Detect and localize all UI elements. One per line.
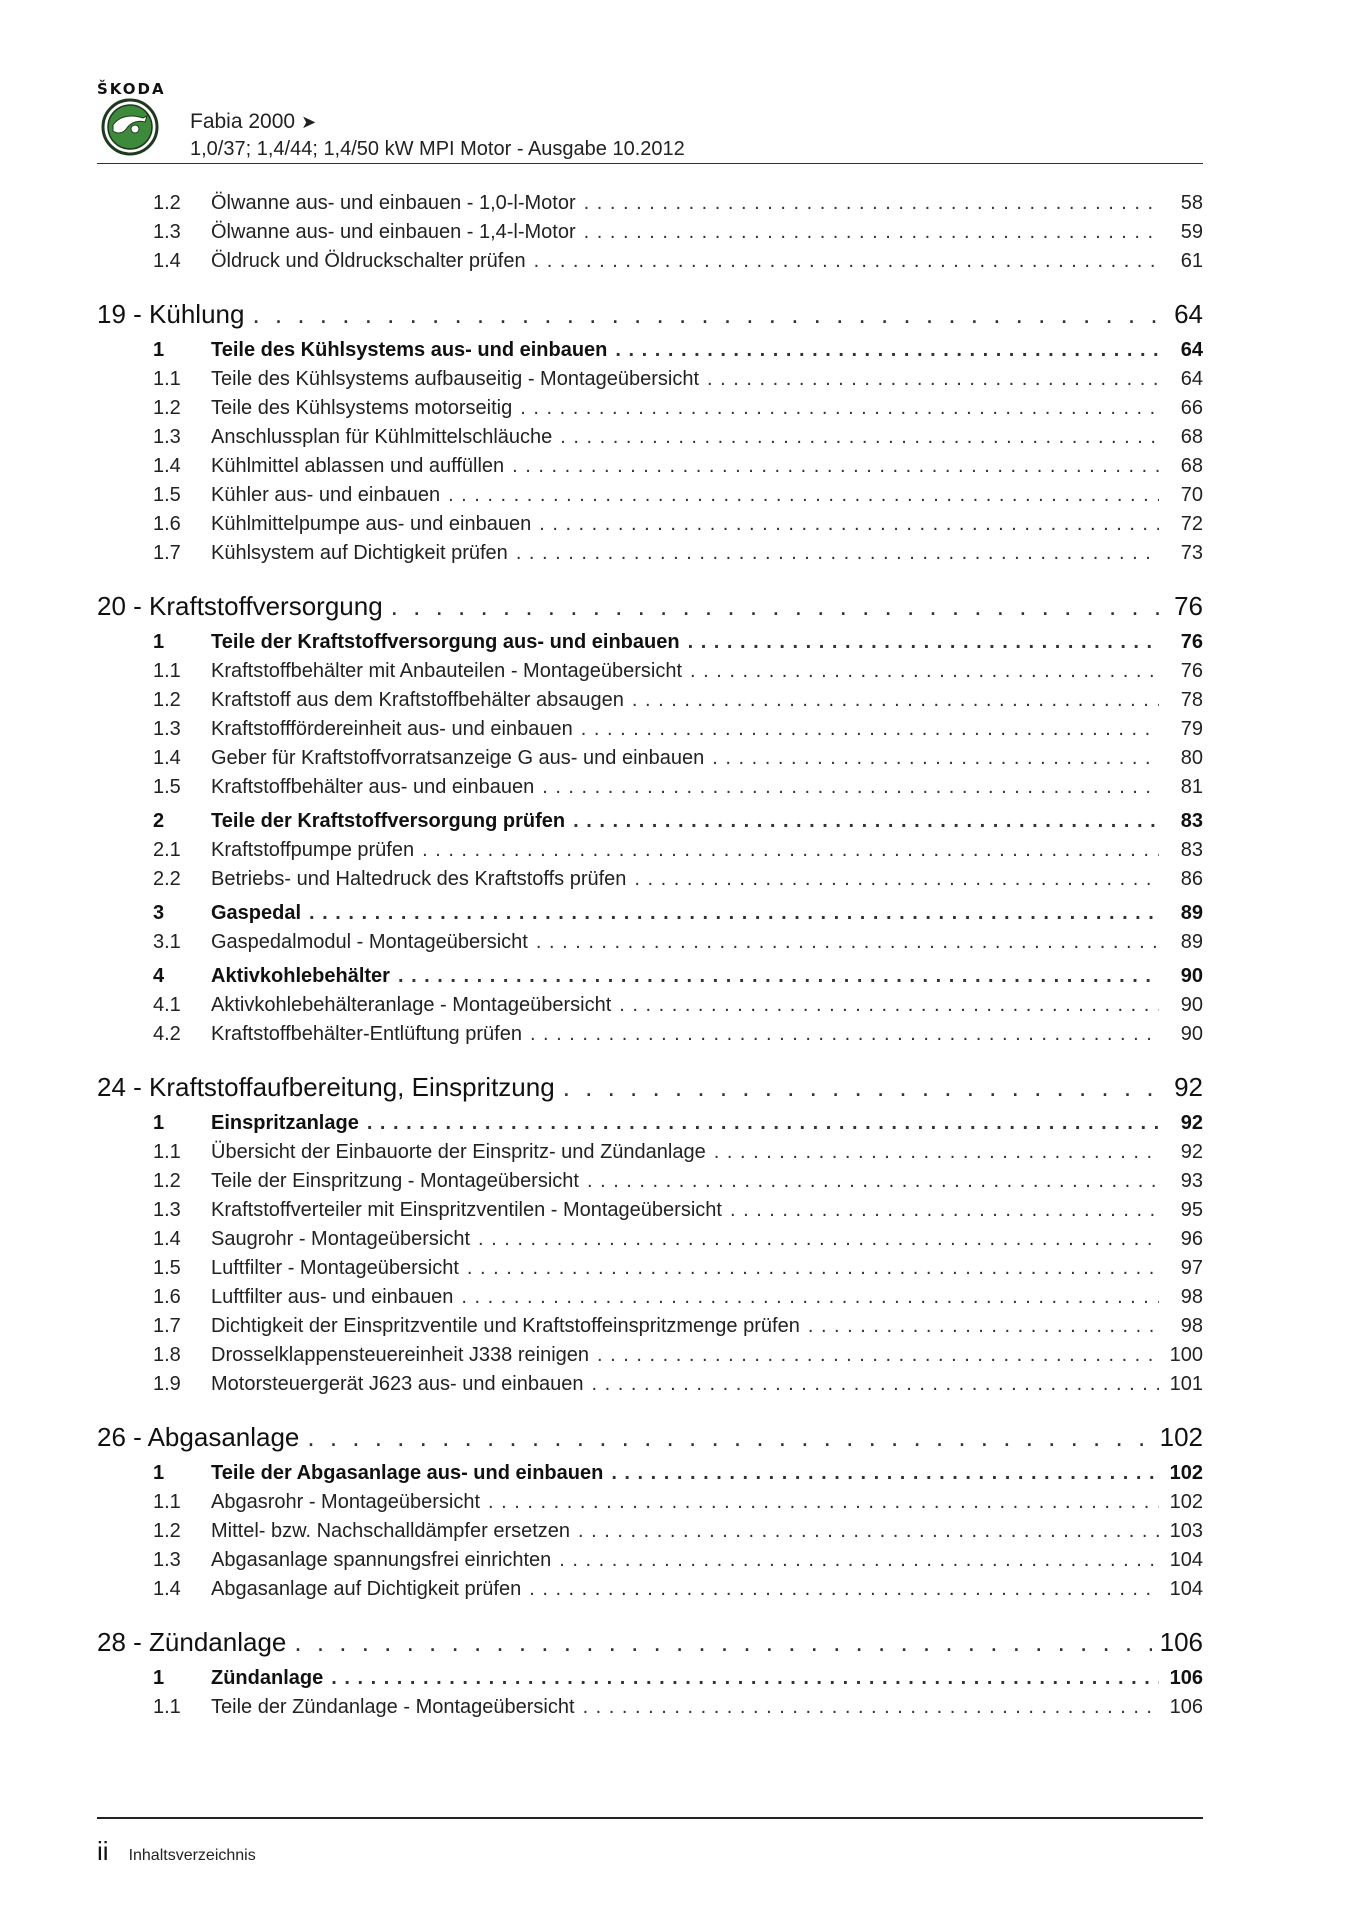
- toc-entry-title: Kühlsystem auf Dichtigkeit prüfen: [211, 542, 508, 564]
- toc-entry-number: 1.1: [153, 368, 181, 390]
- toc-page-number: 95: [1180, 1199, 1203, 1221]
- toc-chapter-entry[interactable]: [97, 1627, 1203, 1667]
- toc-subsection-entry[interactable]: [97, 1549, 1203, 1578]
- toc-entry-title: 24 - Kraftstoffaufbereitung, Einspritzung: [97, 1072, 555, 1102]
- toc-entry-title: Teile der Abgasanlage aus- und einbauen: [211, 1462, 604, 1484]
- brand-wordmark: ŠKODA: [97, 80, 166, 98]
- toc-entry-title: 20 - Kraftstoffversorgung: [97, 591, 383, 621]
- toc-page-number: 73: [1180, 542, 1203, 564]
- dot-leader: [391, 591, 1159, 622]
- dot-leader: [367, 1112, 1159, 1135]
- dot-leader: [690, 660, 1159, 683]
- toc-page-number: 81: [1180, 776, 1203, 798]
- toc-page-number: 89: [1180, 902, 1203, 924]
- footer-label: Inhaltsverzeichnis: [128, 1847, 256, 1864]
- dot-leader: [530, 1023, 1159, 1046]
- toc-entry-number: 1.2: [153, 192, 181, 214]
- toc-subsection-entry[interactable]: [97, 368, 1203, 397]
- toc-entry-number: 1: [153, 339, 165, 361]
- page-number: ii: [97, 1836, 109, 1866]
- toc-page-number: 76: [1180, 660, 1203, 682]
- toc-entry-title: Aktivkohlebehälter: [211, 965, 390, 987]
- dot-leader: [581, 718, 1159, 741]
- toc-subsection-entry[interactable]: [97, 1228, 1203, 1257]
- toc-section-entry[interactable]: [97, 1667, 1203, 1696]
- toc-page-number: 92: [1174, 1072, 1203, 1102]
- dot-leader: [539, 513, 1159, 536]
- toc-page-number: 92: [1180, 1112, 1203, 1134]
- dot-leader: [294, 1627, 1151, 1658]
- footer-divider: [97, 1817, 1203, 1819]
- toc-entry-number: 1.3: [153, 1549, 181, 1571]
- toc-subsection-entry[interactable]: [97, 1023, 1203, 1052]
- toc-page-number: 100: [1169, 1344, 1203, 1366]
- toc-page-number: 83: [1180, 839, 1203, 861]
- toc-page-number: 104: [1169, 1578, 1203, 1600]
- toc-section-entry[interactable]: [97, 810, 1203, 839]
- toc-entry-title: Kühler aus- und einbauen: [211, 484, 441, 506]
- toc-entry-title: Einspritzanlage: [211, 1112, 359, 1134]
- page-footer: [97, 1836, 256, 1867]
- dot-leader: [331, 1667, 1159, 1690]
- toc-page-number: 103: [1169, 1520, 1203, 1542]
- dot-leader: [478, 1228, 1159, 1251]
- toc-entry-title: Betriebs- und Haltedruck des Kraftstoffs prüfen: [211, 868, 627, 890]
- toc-page-number: 68: [1180, 426, 1203, 448]
- toc-page-number: 102: [1169, 1462, 1203, 1484]
- toc-entry-title: Gaspedalmodul - Montageübersicht: [211, 931, 528, 953]
- toc-page-number: 86: [1180, 868, 1203, 890]
- toc-subsection-entry[interactable]: [97, 192, 1203, 221]
- toc-entry-title: Teile der Zündanlage - Montageübersicht: [211, 1696, 575, 1718]
- toc-entry-number: 1.5: [153, 484, 181, 506]
- toc-subsection-entry[interactable]: [97, 1315, 1203, 1344]
- toc-entry-title: Mittel- bzw. Nachschalldämpfer ersetzen: [211, 1520, 571, 1542]
- toc-subsection-entry[interactable]: [97, 513, 1203, 542]
- toc-page-number: 68: [1180, 455, 1203, 477]
- toc-subsection-entry[interactable]: [97, 1257, 1203, 1286]
- toc-subsection-entry[interactable]: [97, 250, 1203, 279]
- toc-entry-number: 1.1: [153, 1696, 181, 1718]
- dot-leader: [560, 426, 1159, 449]
- toc-entry-title: Teile der Kraftstoffversorgung prüfen: [211, 810, 566, 832]
- toc-subsection-entry[interactable]: [97, 455, 1203, 484]
- toc-entry-title: 26 - Abgasanlage: [97, 1422, 300, 1452]
- toc-subsection-entry[interactable]: [97, 1344, 1203, 1373]
- toc-section-entry[interactable]: [97, 902, 1203, 931]
- toc-entry-number: 2: [153, 810, 165, 832]
- toc-entry-number: 2.1: [153, 839, 181, 861]
- toc-subsection-entry[interactable]: [97, 1520, 1203, 1549]
- dot-leader: [461, 1286, 1159, 1309]
- toc-subsection-entry[interactable]: [97, 1286, 1203, 1315]
- toc-page-number: 66: [1180, 397, 1203, 419]
- toc-subsection-entry[interactable]: [97, 426, 1203, 455]
- dot-leader: [619, 994, 1159, 1017]
- dot-leader: [707, 368, 1159, 391]
- toc-page-number: 89: [1180, 931, 1203, 953]
- toc-entry-title: Abgasanlage auf Dichtigkeit prüfen: [211, 1578, 522, 1600]
- toc-entry-title: Kraftstoffbehälter mit Anbauteilen - Montageübersicht: [211, 660, 683, 682]
- toc-subsection-entry[interactable]: [97, 689, 1203, 718]
- dot-leader: [583, 1696, 1159, 1719]
- toc-entry-title: Abgasanlage spannungsfrei einrichten: [211, 1549, 552, 1571]
- toc-entry-title: Kraftstoff aus dem Kraftstoffbehälter absaugen: [211, 689, 624, 711]
- toc-entry-number: 1.5: [153, 1257, 181, 1279]
- dot-leader: [712, 747, 1159, 770]
- toc-entry-title: Kühlmittelpumpe aus- und einbauen: [211, 513, 532, 535]
- toc-section-entry[interactable]: [97, 339, 1203, 368]
- toc-entry-number: 3.1: [153, 931, 181, 953]
- toc-page-number: 76: [1180, 631, 1203, 653]
- dot-leader: [714, 1141, 1159, 1164]
- toc-section-entry[interactable]: [97, 1462, 1203, 1491]
- toc-entry-title: Luftfilter aus- und einbauen: [211, 1286, 454, 1308]
- toc-section-entry[interactable]: [97, 1112, 1203, 1141]
- dot-leader: [467, 1257, 1159, 1280]
- toc-entry-number: 1: [153, 1112, 165, 1134]
- toc-page-number: 64: [1180, 339, 1203, 361]
- dot-leader: [573, 810, 1159, 833]
- toc-entry-title: Öldruck und Öldruckschalter prüfen: [211, 250, 526, 272]
- toc-entry-number: 1.2: [153, 397, 181, 419]
- toc-page-number: 64: [1180, 368, 1203, 390]
- toc-entry-number: 1: [153, 1667, 165, 1689]
- toc-entry-number: 1.9: [153, 1373, 181, 1395]
- toc-entry-number: 1.3: [153, 718, 181, 740]
- toc-page-number: 79: [1180, 718, 1203, 740]
- dot-leader: [307, 1422, 1151, 1453]
- toc-entry-title: 28 - Zündanlage: [97, 1627, 287, 1657]
- toc-entry-title: Übersicht der Einbauorte der Einspritz- und Zündanlage: [211, 1141, 706, 1163]
- toc-entry-number: 2.2: [153, 868, 181, 890]
- toc-entry-title: Geber für Kraftstoffvorratsanzeige G aus- und einbauen: [211, 747, 705, 769]
- dot-leader: [688, 631, 1159, 654]
- toc-chapter-entry[interactable]: [97, 299, 1203, 339]
- dot-leader: [516, 542, 1159, 565]
- dot-leader: [632, 689, 1159, 712]
- toc-entry-number: 1.6: [153, 513, 181, 535]
- toc-subsection-entry[interactable]: [97, 1491, 1203, 1520]
- dot-leader: [611, 1462, 1159, 1485]
- dot-leader: [448, 484, 1159, 507]
- toc-page-number: 78: [1180, 689, 1203, 711]
- toc-entry-number: 1.2: [153, 1170, 181, 1192]
- toc-entry-title: Saugrohr - Montageübersicht: [211, 1228, 471, 1250]
- toc-entry-title: 19 - Kühlung: [97, 299, 245, 329]
- toc-entry-title: Kraftstofffördereinheit aus- und einbauen: [211, 718, 573, 740]
- toc-subsection-entry[interactable]: [97, 397, 1203, 426]
- dot-leader: [488, 1491, 1159, 1514]
- toc-entry-number: 1.5: [153, 776, 181, 798]
- toc-page-number: 72: [1180, 513, 1203, 535]
- toc-page-number: 98: [1180, 1315, 1203, 1337]
- toc-entry-number: 1.4: [153, 1228, 181, 1250]
- dot-leader: [634, 868, 1159, 891]
- toc-subsection-entry[interactable]: [97, 776, 1203, 805]
- toc-page-number: 80: [1180, 747, 1203, 769]
- toc-entry-title: Dichtigkeit der Einspritzventile und Kraftstoffeinspritzmenge prüfen: [211, 1315, 800, 1337]
- toc-chapter-entry[interactable]: [97, 591, 1203, 631]
- toc-subsection-entry[interactable]: [97, 868, 1203, 897]
- toc-subsection-entry[interactable]: [97, 542, 1203, 571]
- toc-entry-title: Motorsteuergerät J623 aus- und einbauen: [211, 1373, 584, 1395]
- toc-page-number: 101: [1169, 1373, 1203, 1395]
- toc-entry-number: 1.1: [153, 1491, 181, 1513]
- toc-subsection-entry[interactable]: [97, 1141, 1203, 1170]
- toc-entry-number: 1.1: [153, 660, 181, 682]
- toc-page-number: 104: [1169, 1549, 1203, 1571]
- toc-subsection-entry[interactable]: [97, 660, 1203, 689]
- dot-leader: [578, 1520, 1159, 1543]
- toc-subsection-entry[interactable]: [97, 931, 1203, 960]
- toc-page-number: 96: [1180, 1228, 1203, 1250]
- toc-subsection-entry[interactable]: [97, 1170, 1203, 1199]
- toc-entry-number: 4.1: [153, 994, 181, 1016]
- skoda-logo-icon: [101, 98, 159, 156]
- toc-page-number: 98: [1180, 1286, 1203, 1308]
- toc-entry-title: Drosselklappensteuereinheit J338 reinigen: [211, 1344, 590, 1366]
- dot-leader: [512, 455, 1159, 478]
- toc-page-number: 93: [1180, 1170, 1203, 1192]
- toc-subsection-entry[interactable]: [97, 1199, 1203, 1228]
- toc-entry-number: 1.2: [153, 1520, 181, 1542]
- toc-entry-number: 1: [153, 631, 165, 653]
- dot-leader: [584, 221, 1159, 244]
- dot-leader: [615, 339, 1159, 362]
- toc-entry-number: 1.4: [153, 1578, 181, 1600]
- toc-page-number: 102: [1159, 1422, 1203, 1452]
- dot-leader: [252, 299, 1159, 330]
- toc-entry-title: Kraftstoffverteiler mit Einspritzventilen - Montageübersicht: [211, 1199, 722, 1221]
- toc-entry-title: Ölwanne aus- und einbauen - 1,4-l-Motor: [211, 221, 576, 243]
- toc-entry-title: Gaspedal: [211, 902, 302, 924]
- toc-entry-title: Teile der Kraftstoffversorgung aus- und einbauen: [211, 631, 680, 653]
- toc-subsection-entry[interactable]: [97, 994, 1203, 1023]
- page-header: [97, 80, 1203, 164]
- model-name: Fabia 2000: [190, 110, 296, 133]
- toc-entry-number: 1.6: [153, 1286, 181, 1308]
- toc-subsection-entry[interactable]: [97, 1578, 1203, 1607]
- model-title: [190, 110, 316, 134]
- toc-page-number: 90: [1180, 994, 1203, 1016]
- toc-page-number: 102: [1169, 1491, 1203, 1513]
- dot-leader: [591, 1373, 1159, 1396]
- toc-subsection-entry[interactable]: [97, 718, 1203, 747]
- toc-entry-number: 1.3: [153, 1199, 181, 1221]
- toc-section-entry[interactable]: [97, 631, 1203, 660]
- dot-leader: [520, 397, 1159, 420]
- toc-page-number: 70: [1180, 484, 1203, 506]
- toc-entry-number: 1.4: [153, 250, 181, 272]
- header-divider: [97, 163, 1203, 164]
- toc-entry-number: 1.7: [153, 1315, 181, 1337]
- dot-leader: [309, 902, 1159, 925]
- toc-entry-number: 3: [153, 902, 165, 924]
- toc-page-number: 106: [1169, 1696, 1203, 1718]
- toc-entry-number: 1.3: [153, 221, 181, 243]
- toc-entry-title: Abgasrohr - Montageübersicht: [211, 1491, 481, 1513]
- dot-leader: [542, 776, 1159, 799]
- dot-leader: [529, 1578, 1159, 1601]
- toc-page-number: 64: [1174, 299, 1203, 329]
- toc-page-number: 90: [1180, 1023, 1203, 1045]
- toc-subsection-entry[interactable]: [97, 1373, 1203, 1402]
- toc-page-number: 61: [1180, 250, 1203, 272]
- toc-page-number: 97: [1180, 1257, 1203, 1279]
- toc-page-number: 83: [1180, 810, 1203, 832]
- dot-leader: [534, 250, 1159, 273]
- toc-entry-title: Kraftstoffbehälter-Entlüftung prüfen: [211, 1023, 522, 1045]
- toc-entry-title: Zündanlage: [211, 1667, 324, 1689]
- toc-page-number: 58: [1180, 192, 1203, 214]
- dot-leader: [536, 931, 1159, 954]
- dot-leader: [559, 1549, 1159, 1572]
- dot-leader: [584, 192, 1159, 215]
- toc-subsection-entry[interactable]: [97, 747, 1203, 776]
- dot-leader: [730, 1199, 1159, 1222]
- toc-entry-number: 1.1: [153, 1141, 181, 1163]
- toc-entry-title: Ölwanne aus- und einbauen - 1,0-l-Motor: [211, 192, 576, 214]
- dot-leader: [597, 1344, 1159, 1367]
- toc-entry-number: 4.2: [153, 1023, 181, 1045]
- toc-entry-number: 1.4: [153, 747, 181, 769]
- toc-entry-number: 1.7: [153, 542, 181, 564]
- toc-subsection-entry[interactable]: [97, 484, 1203, 513]
- toc-entry-title: Kühlmittel ablassen und auffüllen: [211, 455, 505, 477]
- toc-page-number: 106: [1169, 1667, 1203, 1689]
- toc-chapter-entry[interactable]: [97, 1422, 1203, 1462]
- toc-entry-title: Teile der Einspritzung - Montageübersicht: [211, 1170, 579, 1192]
- dot-leader: [587, 1170, 1159, 1193]
- toc-entry-title: Teile des Kühlsystems aufbauseitig - Montageübersicht: [211, 368, 700, 390]
- arrow-icon: ➤: [301, 112, 317, 132]
- toc-page-number: 92: [1180, 1141, 1203, 1163]
- toc-page-number: 59: [1180, 221, 1203, 243]
- toc-page-number: 106: [1159, 1627, 1203, 1657]
- toc-entry-title: Kraftstoffpumpe prüfen: [211, 839, 415, 861]
- dot-leader: [808, 1315, 1159, 1338]
- toc-chapter-entry[interactable]: [97, 1072, 1203, 1112]
- toc-entry-number: 1.4: [153, 455, 181, 477]
- toc-entry-number: 1.2: [153, 689, 181, 711]
- dot-leader: [563, 1072, 1159, 1103]
- toc-subsection-entry[interactable]: [97, 221, 1203, 250]
- dot-leader: [398, 965, 1159, 988]
- toc-entry-title: Teile des Kühlsystems motorseitig: [211, 397, 513, 419]
- toc-entry-number: 1.3: [153, 426, 181, 448]
- toc-entry-number: 4: [153, 965, 165, 987]
- dot-leader: [422, 839, 1159, 862]
- toc-entry-title: Teile des Kühlsystems aus- und einbauen: [211, 339, 608, 361]
- toc-section-entry[interactable]: [97, 965, 1203, 994]
- toc-entry-title: Anschlussplan für Kühlmittelschläuche: [211, 426, 553, 448]
- toc-subsection-entry[interactable]: [97, 1696, 1203, 1725]
- toc-page-number: 90: [1180, 965, 1203, 987]
- toc-entry-number: 1.8: [153, 1344, 181, 1366]
- toc-page-number: 76: [1174, 591, 1203, 621]
- edition-subtitle: 1,0/37; 1,4/44; 1,4/50 kW MPI Motor - Ausgabe 10.2012: [190, 138, 685, 160]
- toc-entry-title: Luftfilter - Montageübersicht: [211, 1257, 459, 1279]
- toc-entry-title: Kraftstoffbehälter aus- und einbauen: [211, 776, 535, 798]
- toc-subsection-entry[interactable]: [97, 839, 1203, 868]
- toc-entry-title: Aktivkohlebehälteranlage - Montageübersicht: [211, 994, 612, 1016]
- toc-entry-number: 1: [153, 1462, 165, 1484]
- table-of-contents: [97, 192, 1203, 1725]
